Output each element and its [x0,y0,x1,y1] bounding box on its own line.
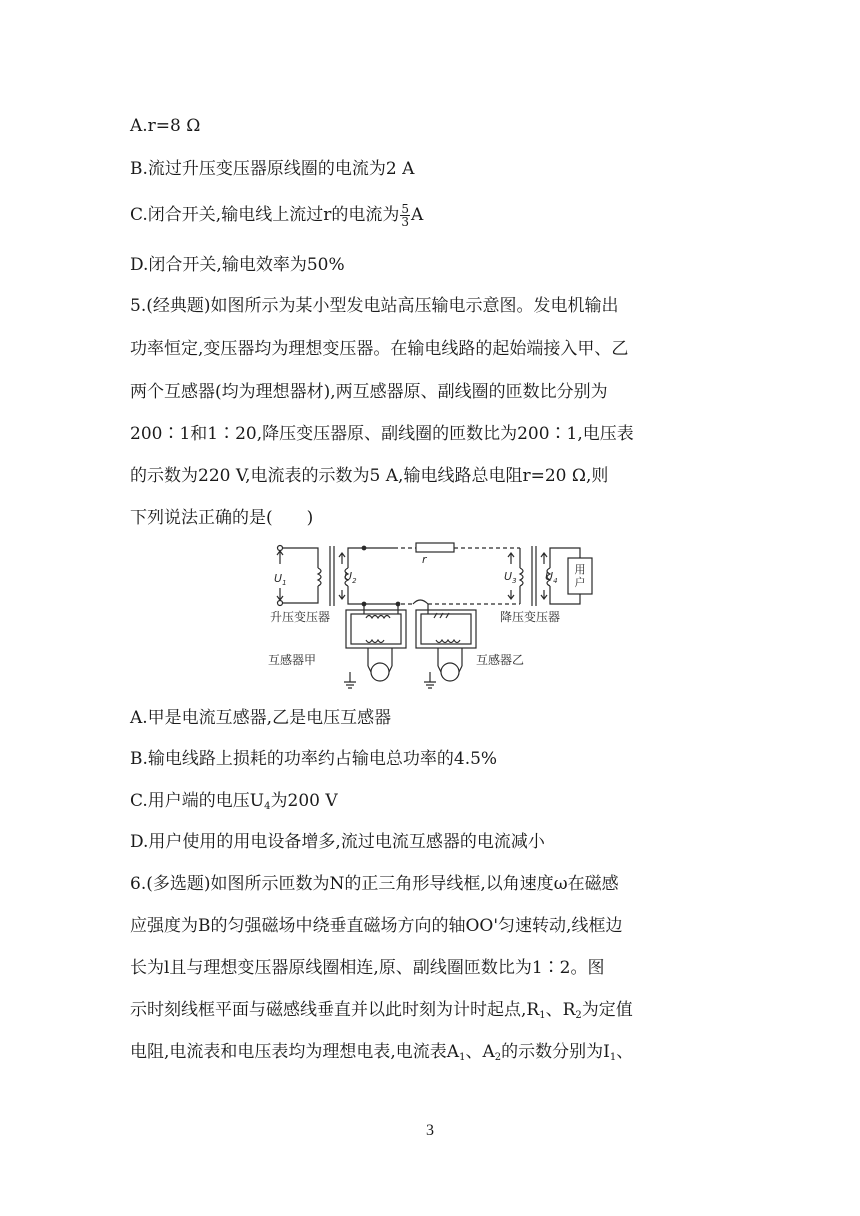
step-down-label: 降压变压器 [500,610,561,624]
u1-label: $U_1$ [274,572,287,587]
q6-line-1: 6.(多选题)如图所示匝数为N的正三角形导线框,以角速度ω在磁感 [130,874,619,894]
q6-line-5 [130,1040,633,1070]
q5-line-6: 下列说法正确的是( ) [130,508,314,528]
q6-line-3: 长为l且与理想变压器原线圈相连,原、副线圈匝数比为1∶2。图 [130,958,605,978]
resistor-r [416,543,454,552]
subscript: 2 [494,1052,502,1063]
option-4c-unit: A [410,205,424,225]
fraction-denominator: 3 [401,215,409,229]
ammeter-circle [441,663,459,681]
u2-label: $U_2$ [344,570,357,585]
option-5d: D.用户使用的用电设备增多,流过电流互感器的电流减小 [130,832,545,852]
u3-label: $U_3$ [504,570,517,585]
option-5b: B.输电线路上损耗的功率约占输电总功率的4.5% [130,749,498,769]
transformer-b-secondary-coil [436,640,460,643]
user-label: 用户 [574,563,586,589]
transformer-b-core [421,614,471,644]
primary-wire [282,548,318,603]
q5-line-3: 两个互感器(均为理想器材),两互感器原、副线圈的匝数比分别为 [130,382,608,402]
input-terminal-top [278,546,283,551]
fraction [400,203,410,228]
transformer-a-leads [364,604,398,614]
wire-crossover [413,600,428,604]
option-4c [130,203,423,228]
q6-line-5-mid: 的示数分别为I [501,1042,610,1062]
q6-line-4 [130,998,633,1028]
subscript: 1 [459,1052,466,1063]
transformer-a-label: 互感器甲 [268,653,317,667]
q6-line-4-end: 为定值 [581,1000,633,1020]
step-down-primary-coil [520,568,523,586]
step-down-core [532,546,536,606]
ground-symbol [344,672,356,688]
power-transmission-diagram [268,538,608,690]
option-5c [130,789,338,819]
subscript: 1 [539,1010,546,1021]
q6-line-4-text: 示时刻线框平面与磁感线垂直并以此时刻为计时起点,R [130,1000,540,1020]
input-terminal-bottom [278,601,283,606]
subscript: 1 [609,1052,617,1063]
step-up-primary-coil [318,568,321,586]
transformer-b-label: 互感器乙 [476,653,525,667]
option-5c-value: 为200 V [270,791,338,811]
q5-line-5: 的示数为220 V,电流表的示数为5 A,输电线路总电阻r=20 Ω,则 [130,466,609,486]
fraction-numerator: 5 [401,202,409,216]
q6-line-5-end: 、 [616,1042,634,1062]
step-up-secondary-wire [348,548,394,604]
resistor-label: r [422,553,427,566]
option-4d: D.闭合开关,输电效率为50% [130,255,345,275]
q5-line-1: 5.(经典题)如图所示为某小型发电站高压输电示意图。发电机输出 [130,296,619,316]
q6-line-4-sep: 、R [545,1000,576,1020]
q6-line-5-sep: 、A [465,1042,495,1062]
transformer-a-secondary-coil [366,640,384,643]
step-up-core [330,546,334,606]
step-up-label: 升压变压器 [270,610,331,624]
option-5c-text: C.用户端的电压U [130,791,265,811]
option-4b: B.流过升压变压器原线圈的电流为2 A [130,159,415,179]
junction-dot [362,546,366,550]
q5-line-4: 200∶1和1∶20,降压变压器原、副线圈的匝数比为200∶1,电压表 [130,424,634,444]
voltmeter-circle [371,663,389,681]
transformer-a-core [351,614,401,644]
option-5a: A.甲是电流互感器,乙是电压互感器 [130,708,392,728]
q5-line-2: 功率恒定,变压器均为理想变压器。在输电线路的起始端接入甲、乙 [130,339,629,359]
q6-line-5-text: 电阻,电流表和电压表均为理想电表,电流表A [130,1042,460,1062]
page-number: 3 [426,1122,434,1139]
subscript: 4 [264,801,271,812]
u4-label: $U_4$ [545,570,558,585]
option-4c-text: C.闭合开关,输电线上流过r的电流为 [130,205,400,225]
ground-symbol [424,672,436,688]
option-4a: A.r=8 Ω [130,116,201,136]
transformer-a-primary-coil [366,616,390,619]
q6-line-2: 应强度为B的匀强磁场中绕垂直磁场方向的轴OO'匀速转动,线框边 [130,916,623,936]
subscript: 2 [575,1010,582,1021]
